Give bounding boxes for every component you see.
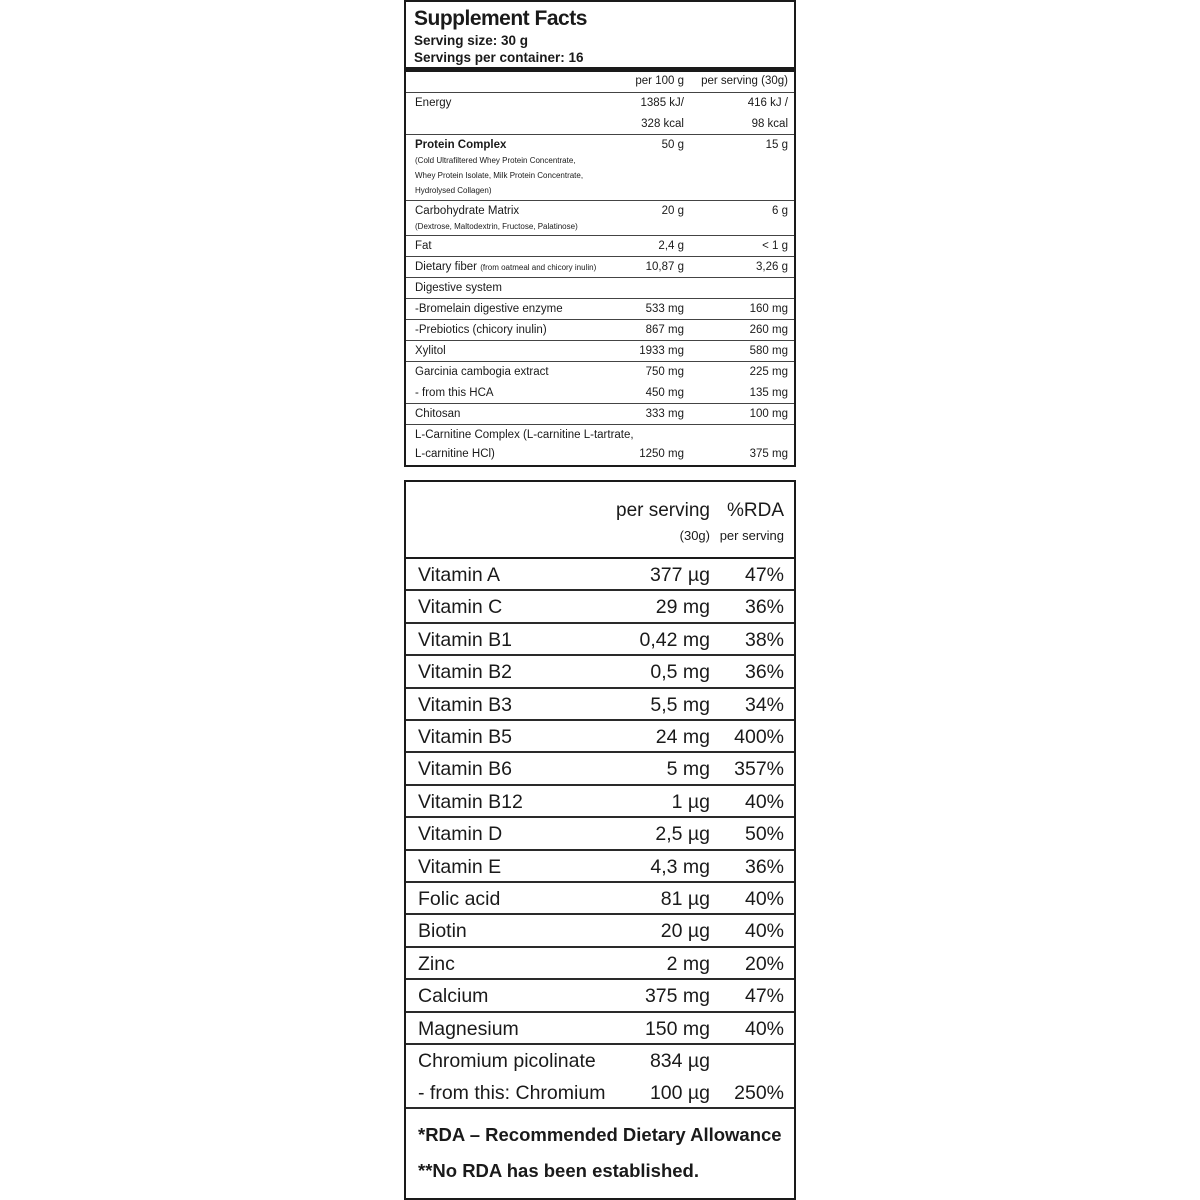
col-per-100g: per 100 g [635,75,684,87]
row-note: Hydrolysed Collagen) [415,186,492,195]
nutrient-rda: 40% [744,920,784,943]
table-row-chromium [406,1045,794,1109]
row-name-cont: L-carnitine HCl) [415,448,495,460]
nutrient-amount: 81 µg [660,888,710,910]
nutrient-name: Vitamin B1 [418,628,512,651]
table-row [406,883,794,915]
nutrient-amount: 150 mg [644,1017,710,1040]
nutrient-sub-amount: 100 µg [649,1082,710,1104]
table-row [406,948,794,980]
table-row [406,656,794,688]
row-value-100g: 1250 mg [639,448,684,460]
table-row [406,851,794,883]
table-row [406,624,794,656]
nutrient-name: Vitamin C [418,596,503,619]
row-name: Digestive system [415,282,502,294]
col-rda: %RDA [726,500,784,521]
row-name: L-Carnitine Complex (L-carnitine L-tartrate, [415,429,634,441]
nutrient-name: Biotin [418,920,467,943]
nutrient-name: Chromium picolinate [418,1050,596,1072]
nutrient-name: Calcium [418,985,489,1008]
col-per-serving-sub: (30g) [679,528,710,543]
row-name: Protein Complex [415,139,507,151]
nutrient-name: Vitamin B5 [418,726,512,748]
table-row [406,299,794,320]
nutrient-name: Vitamin E [418,855,502,878]
row-value-serving: 160 mg [749,303,788,315]
vitamins-minerals-panel [404,480,796,1200]
nutrient-amount: 377 µg [649,564,710,586]
table-row [406,320,794,341]
nutrient-rda: 36% [744,596,784,619]
table-row [406,341,794,362]
row-value-100g: 1385 kJ/ [640,97,684,109]
row-name: Energy [415,97,452,109]
nutrient-rda: 47% [744,564,784,586]
footnote-no-rda: **No RDA has been established. [418,1160,699,1181]
serving-size: Serving size: 30 g [414,33,529,48]
row-value-100g: 867 mg [645,324,684,336]
nutrient-name: Zinc [418,952,455,975]
nutrient-amount: 29 mg [655,596,710,619]
table-row [406,915,794,947]
nutrient-name: Vitamin B3 [418,693,512,716]
row-note: Whey Protein Isolate, Milk Protein Concentrate, [415,171,584,180]
row-name-text: Dietary fiber [415,261,477,273]
row-value-100g: 750 mg [645,366,684,378]
row-value-100g: 333 mg [645,408,684,420]
nutrient-rda: 38% [744,628,784,651]
footnote-rda: *RDA – Recommended Dietary Allowance [418,1124,782,1145]
row-value-serving: 580 mg [749,345,788,357]
table-row [406,591,794,623]
row-value-serving: 375 mg [749,448,788,460]
nutrient-rda: 40% [744,1017,784,1040]
nutrient-rda: 50% [744,823,784,846]
nutrient-name: Vitamin A [418,564,501,586]
col-per-serving: per serving [616,500,710,521]
table-row [406,257,794,278]
nutrient-rda: 34% [744,693,784,716]
row-name: Fat [415,240,432,252]
row-value-serving: 416 kJ / [747,97,788,109]
nutrient-rda: 400% [734,726,784,748]
nutrient-sub-name: - from this: Chromium [418,1082,606,1104]
nutrient-amount: 20 µg [660,920,710,943]
nutrient-rda: 47% [744,985,784,1008]
nutrition-column-header [406,72,794,93]
row-name: Garcinia cambogia extract [415,366,549,378]
row-name: Xylitol [415,345,446,357]
row-name: -Bromelain digestive enzyme [415,303,563,315]
nutrient-amount: 24 mg [655,726,710,748]
row-value-100g: 2,4 g [658,240,684,252]
table-row [406,404,794,425]
row-value-serving: 100 mg [749,408,788,420]
nutrient-amount: 5,5 mg [650,693,710,716]
row-value-100g: 533 mg [645,303,684,315]
row-name [415,260,596,275]
table-row [406,753,794,785]
row-note: (Dextrose, Maltodextrin, Fructose, Palatinose) [415,222,578,231]
supplement-facts-title: Supplement Facts [414,7,587,30]
nutrient-rda: 357% [734,758,784,781]
nutrient-name: Vitamin B6 [418,758,512,781]
nutrient-amount: 2 mg [666,952,710,975]
row-value-serving: 225 mg [749,366,788,378]
nutrient-rda: 36% [744,661,784,684]
vitamins-column-header [406,482,794,559]
table-row [406,689,794,721]
row-sub-name: - from this HCA [415,387,494,399]
nutrient-name: Vitamin D [418,823,503,846]
table-row [406,980,794,1012]
row-value-100g: 328 kcal [641,118,684,130]
row-sub-value-serving: 135 mg [749,387,788,399]
table-row [406,1013,794,1045]
table-row [406,559,794,591]
row-note: (Cold Ultrafiltered Whey Protein Concentrate, [415,156,576,165]
supplement-facts-panel [404,0,796,467]
row-value-serving: 6 g [772,205,788,217]
table-row [406,135,794,201]
nutrient-amount: 834 µg [649,1050,710,1072]
nutrient-rda: 20% [744,952,784,975]
row-name: -Prebiotics (chicory inulin) [415,324,547,336]
row-inline-note: (from oatmeal and chicory inulin) [480,263,597,272]
row-value-100g: 20 g [661,205,684,217]
table-row [406,236,794,257]
nutrient-amount: 0,5 mg [650,661,710,684]
nutrient-amount: 0,42 mg [639,628,710,651]
nutrient-rda: 36% [744,855,784,878]
nutrient-name: Vitamin B12 [418,790,523,813]
col-rda-sub: per serving [719,528,784,543]
nutrient-name: Vitamin B2 [418,661,512,684]
table-row [406,818,794,850]
nutrient-amount: 4,3 mg [650,855,710,878]
servings-per-container: Servings per container: 16 [414,50,584,65]
table-row [406,721,794,753]
nutrient-name: Magnesium [418,1017,519,1040]
row-value-100g: 50 g [661,139,684,151]
nutrient-rda: 40% [744,790,784,813]
nutrient-amount: 1 µg [671,790,710,813]
table-row [406,362,794,404]
nutrient-amount: 375 mg [644,985,710,1008]
table-row [406,425,794,465]
table-row [406,786,794,818]
row-value-100g: 1933 mg [639,345,684,357]
nutrient-name: Folic acid [418,888,501,910]
row-value-serving: 98 kcal [751,118,788,130]
col-per-serving: per serving (30g) [701,75,788,87]
row-value-serving: 15 g [765,139,788,151]
row-name: Chitosan [415,408,461,420]
supplement-facts-header [406,2,794,72]
row-sub-value-100g: 450 mg [645,387,684,399]
table-row [406,93,794,135]
table-row [406,201,794,236]
nutrient-sub-rda: 250% [734,1082,784,1104]
row-value-serving: 3,26 g [756,261,788,273]
row-value-serving: 260 mg [749,324,788,336]
row-value-serving: < 1 g [762,240,788,252]
nutrient-amount: 5 mg [666,758,710,781]
row-value-100g: 10,87 g [645,261,684,273]
table-row [406,278,794,299]
nutrient-amount: 2,5 µg [655,823,710,846]
nutrition-table [406,72,794,465]
row-name: Carbohydrate Matrix [415,205,520,217]
nutrient-rda: 40% [744,888,784,910]
